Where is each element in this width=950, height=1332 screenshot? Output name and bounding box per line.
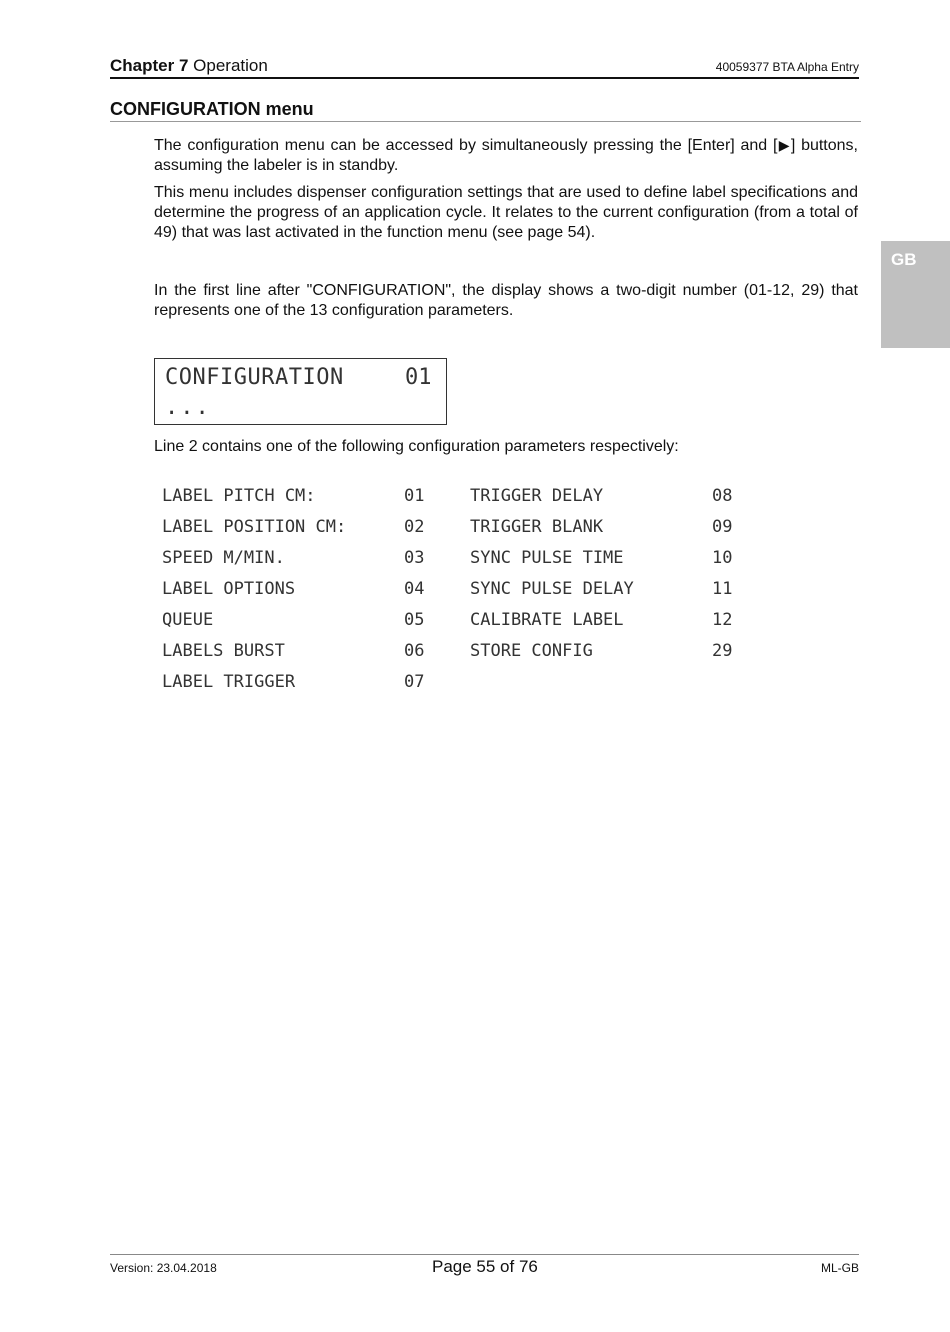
parameter-name: SPEED M/MIN. [162, 548, 285, 568]
lcd-line2-text: ... [165, 395, 211, 420]
parameter-code: 11 [712, 579, 733, 599]
parameter-row [470, 548, 750, 570]
lcd-line1-number: 01 [405, 365, 432, 390]
version-label: Version: 23.04.2018 [110, 1261, 217, 1275]
chapter-label: Chapter 7 [110, 56, 189, 75]
parameter-code: 03 [404, 548, 425, 568]
play-arrow-icon: ▶ [777, 137, 791, 153]
paragraph-access-start: The configuration menu can be accessed by simultaneously pressing the [Enter] and [ [154, 137, 778, 154]
parameter-name: LABEL POSITION CM: [162, 517, 347, 537]
parameter-code: 12 [712, 610, 733, 630]
page-number: Page 55 of 76 [432, 1257, 538, 1276]
parameter-row [470, 486, 750, 508]
paragraph-access-end: ] buttons, assuming the labeler is in standby. [154, 137, 858, 174]
chapter-title: Operation [193, 56, 268, 75]
parameter-row [470, 610, 750, 632]
paragraph-line2-info: Line 2 contains one of the following configuration parameters respectively: [154, 438, 679, 455]
parameter-name: LABEL PITCH CM: [162, 486, 316, 506]
parameter-name: LABEL OPTIONS [162, 579, 296, 599]
parameter-code: 10 [712, 548, 733, 568]
parameter-name: CALIBRATE LABEL [470, 610, 624, 630]
chapter-heading [110, 56, 268, 76]
parameter-code: 02 [404, 517, 425, 537]
paragraph-display-info: In the first line after "CONFIGURATION", the display shows a two-digit number (01-12, 29) that represents one of the 13 configuration parameters. [154, 282, 858, 319]
parameter-name: SYNC PULSE DELAY [470, 579, 634, 599]
parameter-code: 29 [712, 641, 733, 661]
parameter-name: LABEL TRIGGER [162, 672, 296, 692]
language-tab [881, 241, 950, 348]
parameter-row [162, 548, 442, 570]
parameter-row [162, 579, 442, 601]
lcd-display [154, 358, 447, 425]
paragraph-description: This menu includes dispenser configuration settings that are used to define label specifications and determine the progress of an application cycle. It relates to the current configuration (from a total of 49) that was last activated in the function menu (see page 54). [154, 184, 858, 241]
parameter-row [470, 517, 750, 539]
parameter-code: 09 [712, 517, 733, 537]
parameter-name: TRIGGER BLANK [470, 517, 604, 537]
parameter-name: LABELS BURST [162, 641, 285, 661]
parameter-name: SYNC PULSE TIME [470, 548, 624, 568]
parameter-code: 08 [712, 486, 733, 506]
parameter-row [470, 641, 750, 663]
parameter-code: 01 [404, 486, 425, 506]
parameter-code: 06 [404, 641, 425, 661]
parameter-row [162, 641, 442, 663]
lcd-line1-text: CONFIGURATION [165, 365, 344, 390]
parameter-code: 04 [404, 579, 425, 599]
parameter-name: QUEUE [162, 610, 214, 630]
parameter-row [162, 610, 442, 632]
parameter-row [162, 672, 442, 694]
section-title: CONFIGURATION menu [110, 99, 861, 122]
language-code: ML-GB [820, 1261, 859, 1275]
page-header [110, 55, 859, 79]
paragraph-access [154, 135, 858, 176]
page-footer [110, 1254, 859, 1285]
document-id: 40059377 BTA Alpha Entry [715, 60, 859, 74]
parameter-row [162, 486, 442, 508]
parameter-code: 07 [404, 672, 425, 692]
parameter-row [162, 517, 442, 539]
parameter-name: TRIGGER DELAY [470, 486, 604, 506]
parameter-name: STORE CONFIG [470, 641, 593, 661]
parameter-row [470, 579, 750, 601]
parameter-code: 05 [404, 610, 425, 630]
language-tab-label: GB [891, 250, 917, 269]
